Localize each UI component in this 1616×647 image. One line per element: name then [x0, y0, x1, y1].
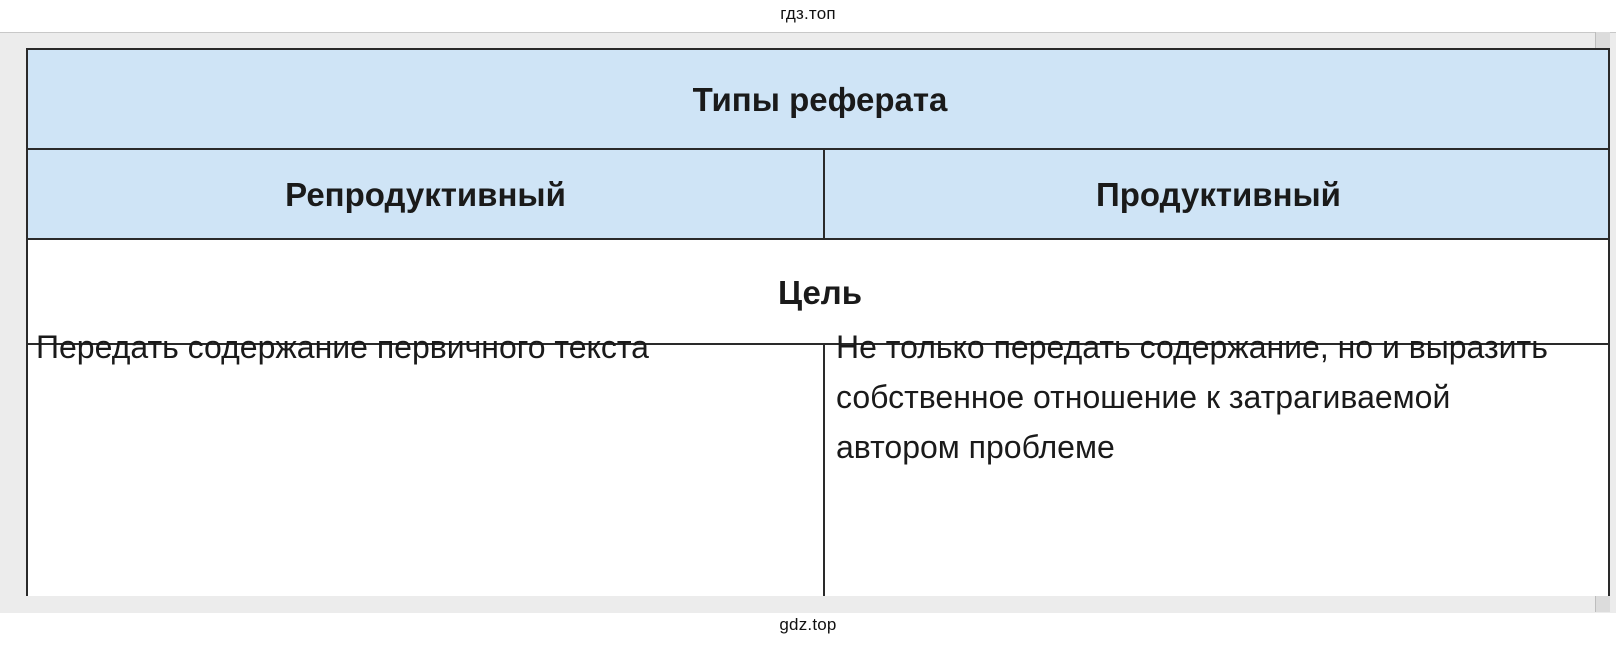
table-title: Типы реферата — [692, 81, 948, 118]
type-productive: Продуктивный — [1096, 176, 1341, 213]
goal-reproductive: Передать содержание первичного текста — [36, 329, 649, 365]
watermark-bottom: gdz.top — [779, 615, 837, 634]
column-divider — [823, 345, 825, 596]
goal-productive: Не только передать содержание, но и выразить собственное отношение к затрагиваемой автором проблеме — [836, 329, 1548, 465]
watermark-top: гдз.топ — [780, 4, 836, 23]
type-reproductive: Репродуктивный — [285, 176, 566, 213]
goal-header: Цель — [777, 273, 863, 311]
